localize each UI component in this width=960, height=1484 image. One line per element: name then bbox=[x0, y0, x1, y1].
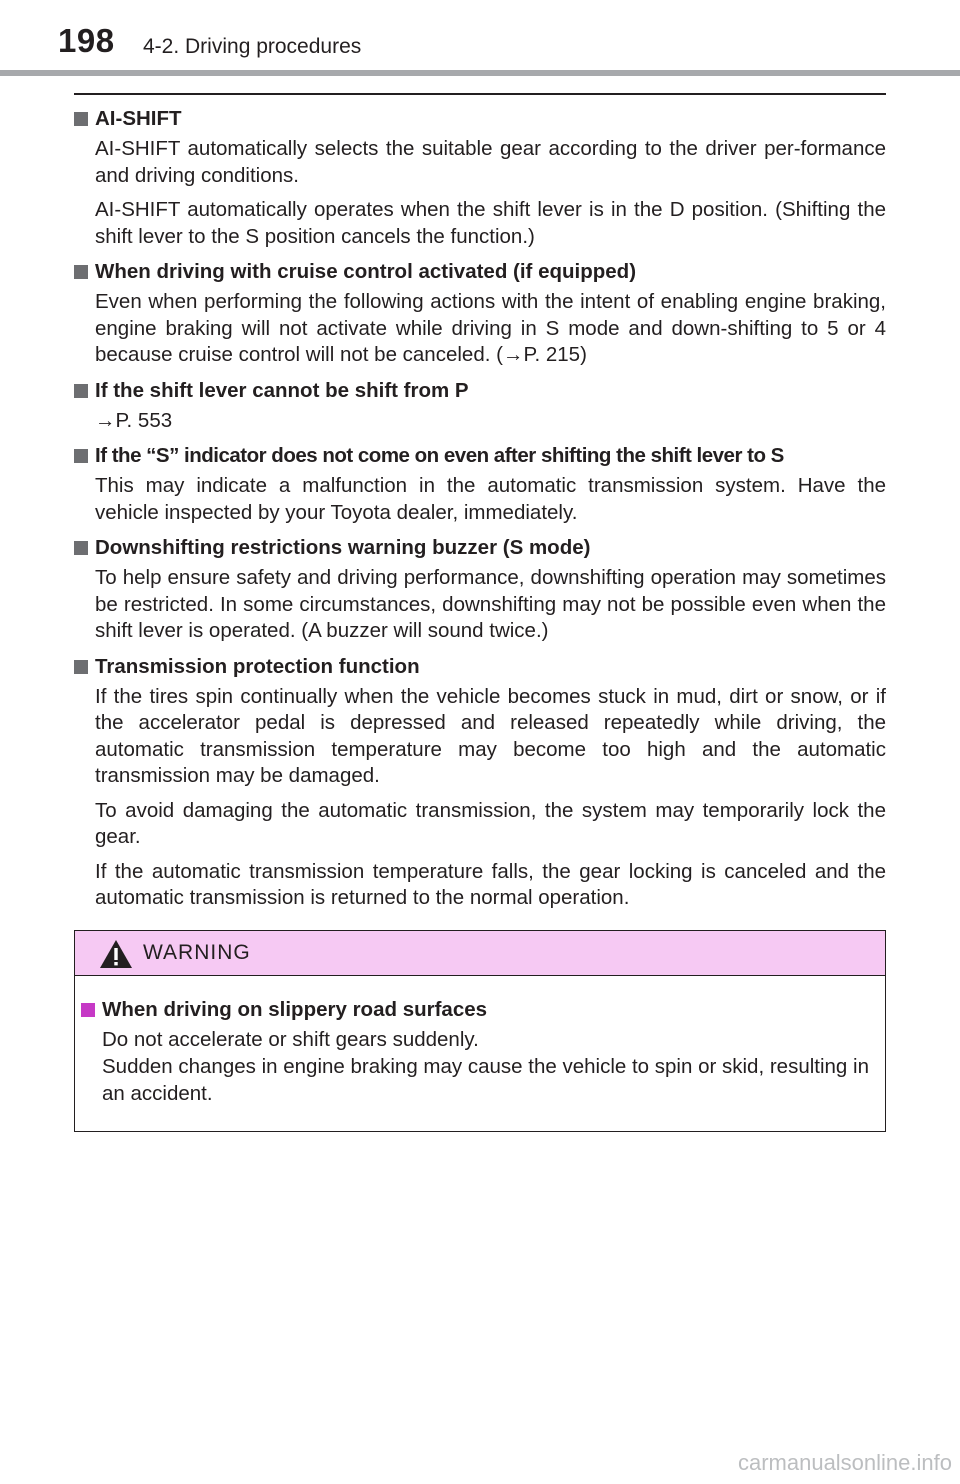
item-heading: If the “S” indicator does not come on even after shifting the shift lever to S bbox=[74, 442, 886, 469]
watermark: carmanualsonline.info bbox=[737, 1450, 952, 1475]
item-transmission-protection bbox=[74, 653, 886, 912]
item-paragraph: If the automatic transmission temperature falls, the gear locking is canceled and the automatic transmission is returned to the normal operation. bbox=[95, 859, 886, 909]
warning-body bbox=[75, 976, 885, 1107]
item-paragraph: AI-SHIFT automatically operates when the shift lever is in the D position. (Shifting the shift lever to the S position cancels the function.) bbox=[95, 198, 886, 248]
square-bullet-icon bbox=[74, 449, 88, 463]
item-ai-shift bbox=[74, 105, 886, 250]
item-heading: If the shift lever cannot be shift from P bbox=[74, 377, 886, 404]
page-number: 198 bbox=[58, 22, 115, 59]
item-downshift-buzzer bbox=[74, 534, 886, 645]
warning-text: Do not accelerate or shift gears suddenly. bbox=[102, 1028, 479, 1051]
content-body bbox=[74, 105, 886, 920]
square-bullet-icon bbox=[74, 660, 88, 674]
square-bullet-icon bbox=[74, 384, 88, 398]
item-heading: Downshifting restrictions warning buzzer (S mode) bbox=[74, 534, 886, 561]
content-top-rule bbox=[74, 93, 886, 95]
section-title: 4-2. Driving procedures bbox=[143, 35, 362, 58]
item-heading: When driving with cruise control activated (if equipped) bbox=[74, 258, 886, 285]
square-bullet-icon bbox=[74, 112, 88, 126]
square-bullet-icon bbox=[74, 265, 88, 279]
item-paragraph: To avoid damaging the automatic transmission, the system may temporarily lock the gear. bbox=[95, 798, 886, 848]
item-cruise-control bbox=[74, 258, 886, 369]
warning-heading: When driving on slippery road surfaces bbox=[75, 996, 869, 1023]
warning-triangle-icon bbox=[99, 939, 133, 969]
item-shift-lever-p bbox=[74, 377, 886, 435]
item-heading: AI-SHIFT bbox=[74, 105, 886, 132]
item-paragraph: To help ensure safety and driving performance, downshifting operation may sometimes be restricted. In some circumstances, downshifting may not be possible even when the shift lever is operated. (A buzzer will sound twice.) bbox=[95, 566, 886, 642]
warning-label: WARNING bbox=[143, 941, 251, 964]
warning-box bbox=[74, 930, 886, 1132]
item-paragraph: This may indicate a malfunction in the automatic transmission system. Have the vehicle inspected by your Toyota dealer, immediately. bbox=[95, 474, 886, 524]
page-header bbox=[0, 0, 960, 76]
warning-header bbox=[75, 931, 885, 976]
item-heading: Transmission protection function bbox=[74, 653, 886, 680]
square-bullet-icon bbox=[74, 541, 88, 555]
warning-text: Sudden changes in engine braking may cause the vehicle to spin or skid, resulting in an accident. bbox=[102, 1055, 869, 1105]
item-paragraph: If the tires spin continually when the vehicle becomes stuck in mud, dirt or snow, or if the accelerator pedal is depressed and released repeatedly while driving, the automatic transmission temperature may become too high and the automatic transmission may be damaged. bbox=[95, 684, 886, 787]
page-reference: →P. 553 bbox=[95, 408, 173, 432]
square-bullet-icon bbox=[81, 1003, 95, 1017]
item-paragraph: AI-SHIFT automatically selects the suitable gear according to the driver per-formance and driving conditions. bbox=[95, 137, 886, 187]
header-rule bbox=[0, 70, 960, 76]
item-paragraph: Even when performing the following actions with the intent of enabling engine braking, engine braking will not activate while driving in S mode and down-shifting to 5 or 4 because cruise control will not be canceled. (→P. 215) bbox=[95, 290, 886, 366]
item-s-indicator bbox=[74, 442, 886, 526]
